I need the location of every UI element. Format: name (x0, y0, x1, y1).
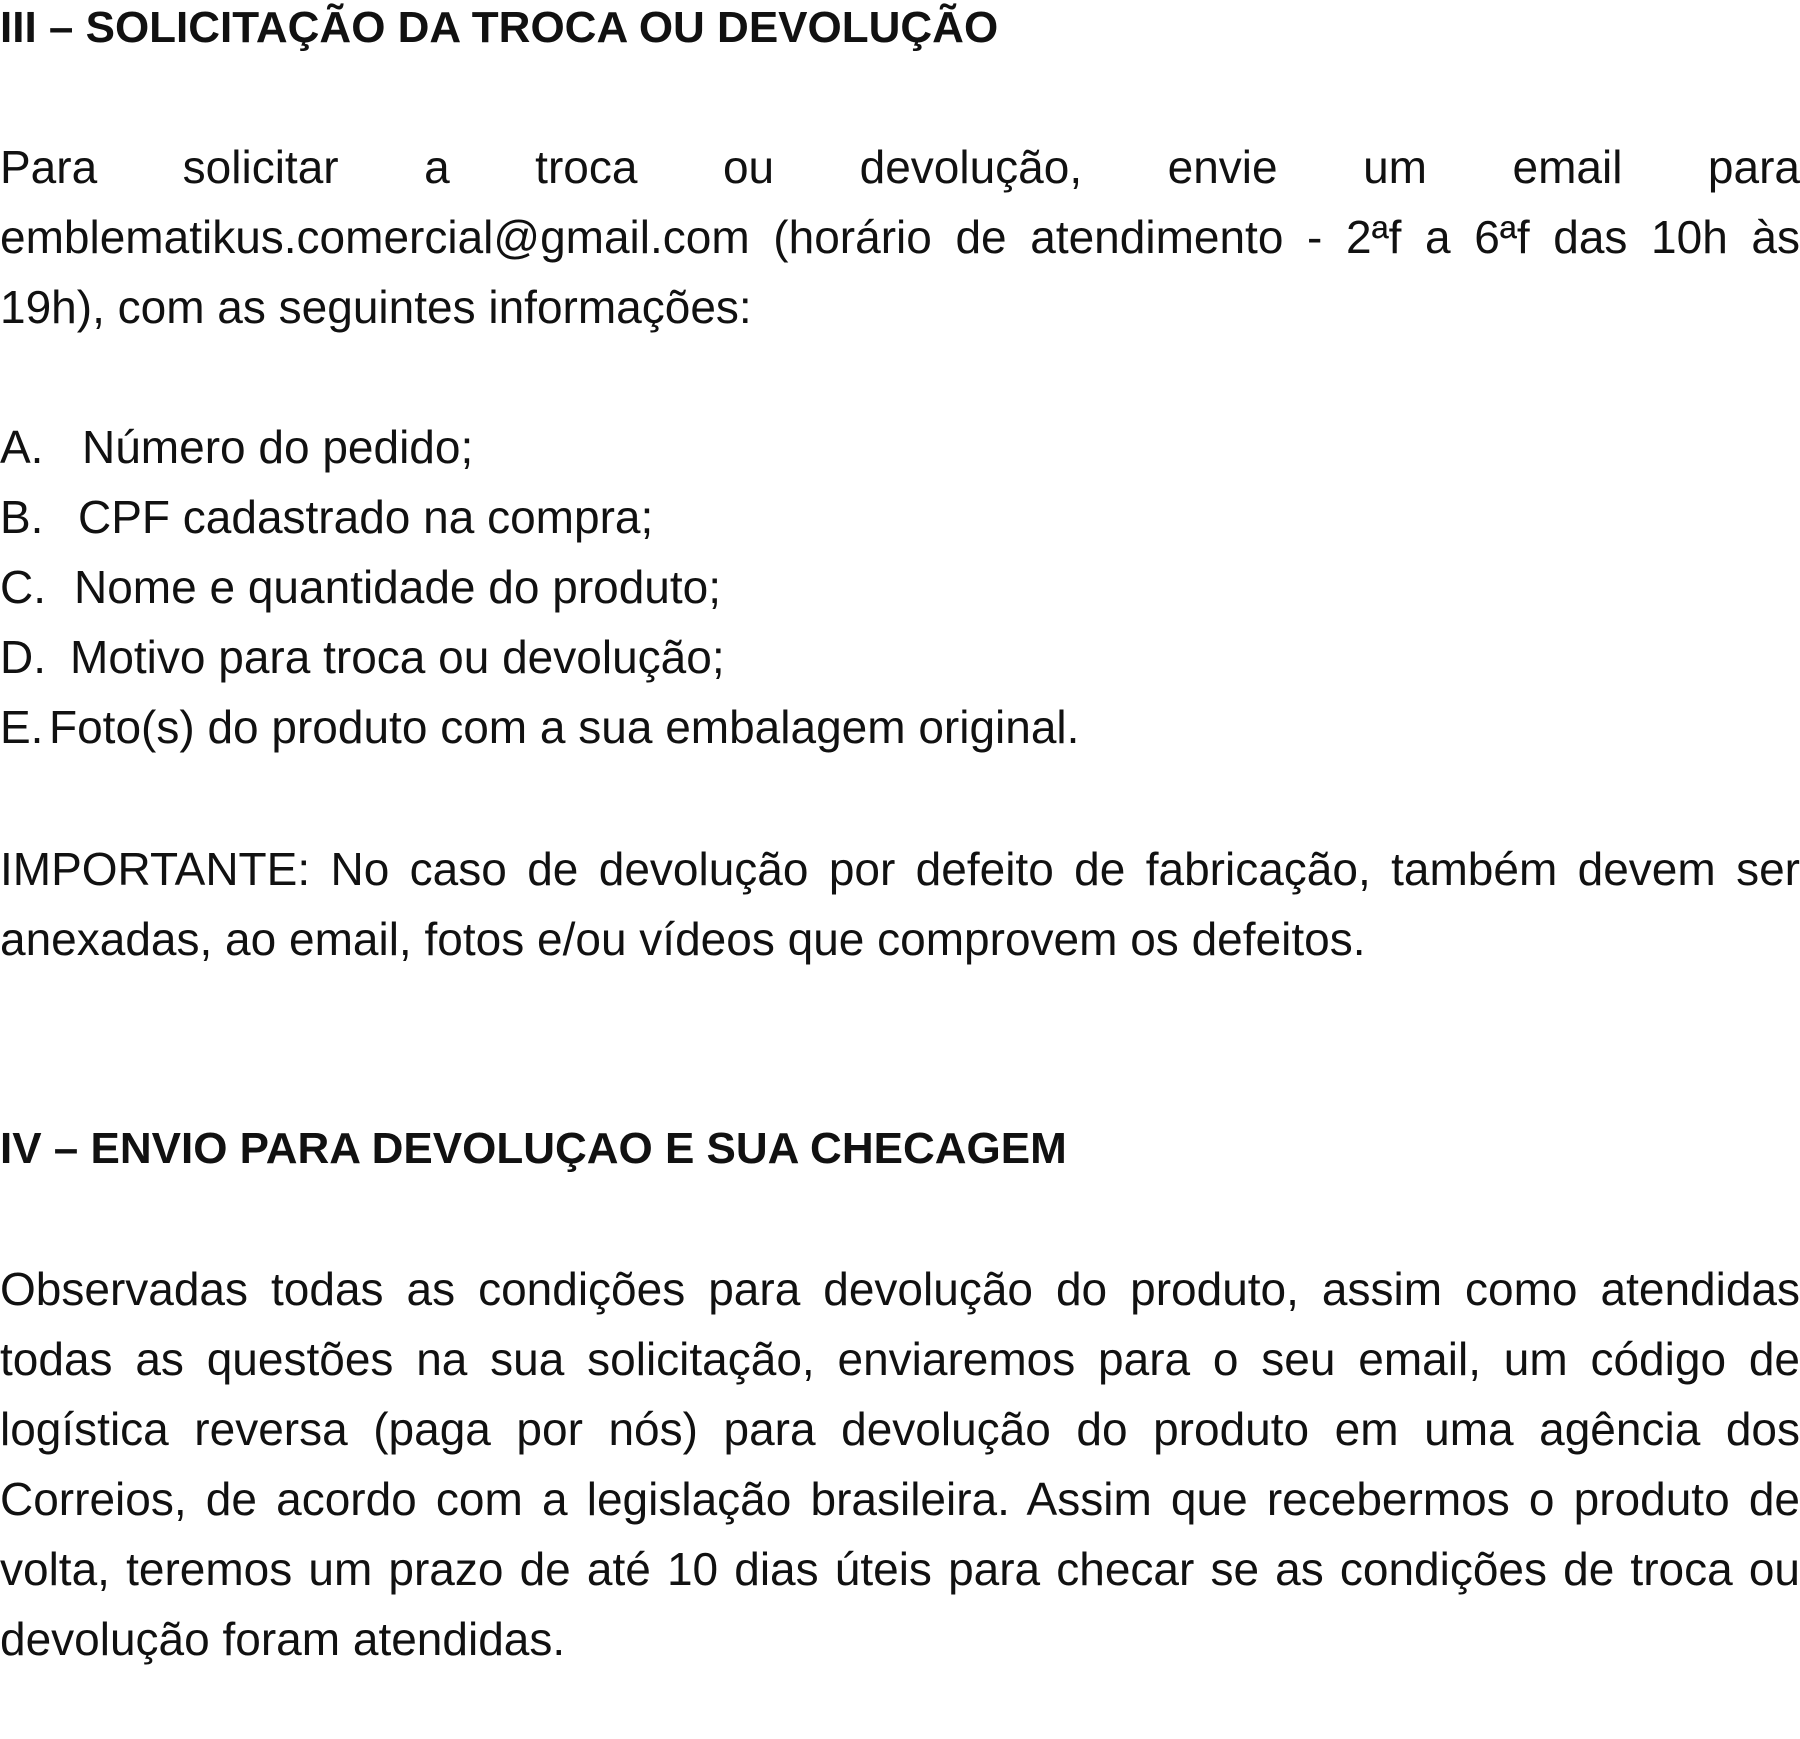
list-item (0, 482, 1800, 552)
required-info-list (0, 412, 1800, 762)
return-shipping-paragraph: Observadas todas as condições para devolução do produto, assim como atendidas todas as questões na sua solicitação, enviaremos para o seu email, um código de logística reversa (paga por nós) para devolução do produto em uma agência dos Correios, de acordo com a legislação brasileira. Assim que recebermos o produto de volta, teremos um prazo de até 10 dias úteis para checar se as condições de troca ou devolução foram atendidas. (0, 1263, 1800, 1665)
list-marker: D. (0, 631, 46, 683)
section-4-heading: IV – ENVIO PARA DEVOLUÇAO E SUA CHECAGEM (0, 1124, 1067, 1173)
list-marker: B. (0, 491, 44, 543)
list-item-text: Número do pedido; (82, 421, 474, 473)
list-item-text: Foto(s) do produto com a sua embalagem original. (49, 701, 1080, 753)
list-item (0, 692, 1800, 762)
list-item-text: Nome e quantidade do produto; (74, 561, 722, 613)
important-note-paragraph: IMPORTANTE: No caso de devolução por defeito de fabricação, também devem ser anexadas, ao email, fotos e/ou vídeos que comprovem os defeitos. (0, 843, 1800, 965)
list-marker: E. (0, 701, 44, 753)
list-marker: A. (0, 421, 44, 473)
list-marker: C. (0, 561, 46, 613)
request-instructions-paragraph: Para solicitar a troca ou devolução, envie um email para emblematikus.comercial@gmail.com (horário de atendimento - 2ªf a 6ªf das 10h às 19h), com as seguintes informações: (0, 141, 1800, 333)
list-item-text: CPF cadastrado na compra; (78, 491, 654, 543)
list-item-text: Motivo para troca ou devolução; (70, 631, 725, 683)
list-item (0, 622, 1800, 692)
section-3-heading: III – SOLICITAÇÃO DA TROCA OU DEVOLUÇÃO (0, 3, 999, 52)
list-item (0, 552, 1800, 622)
list-item (0, 412, 1800, 482)
